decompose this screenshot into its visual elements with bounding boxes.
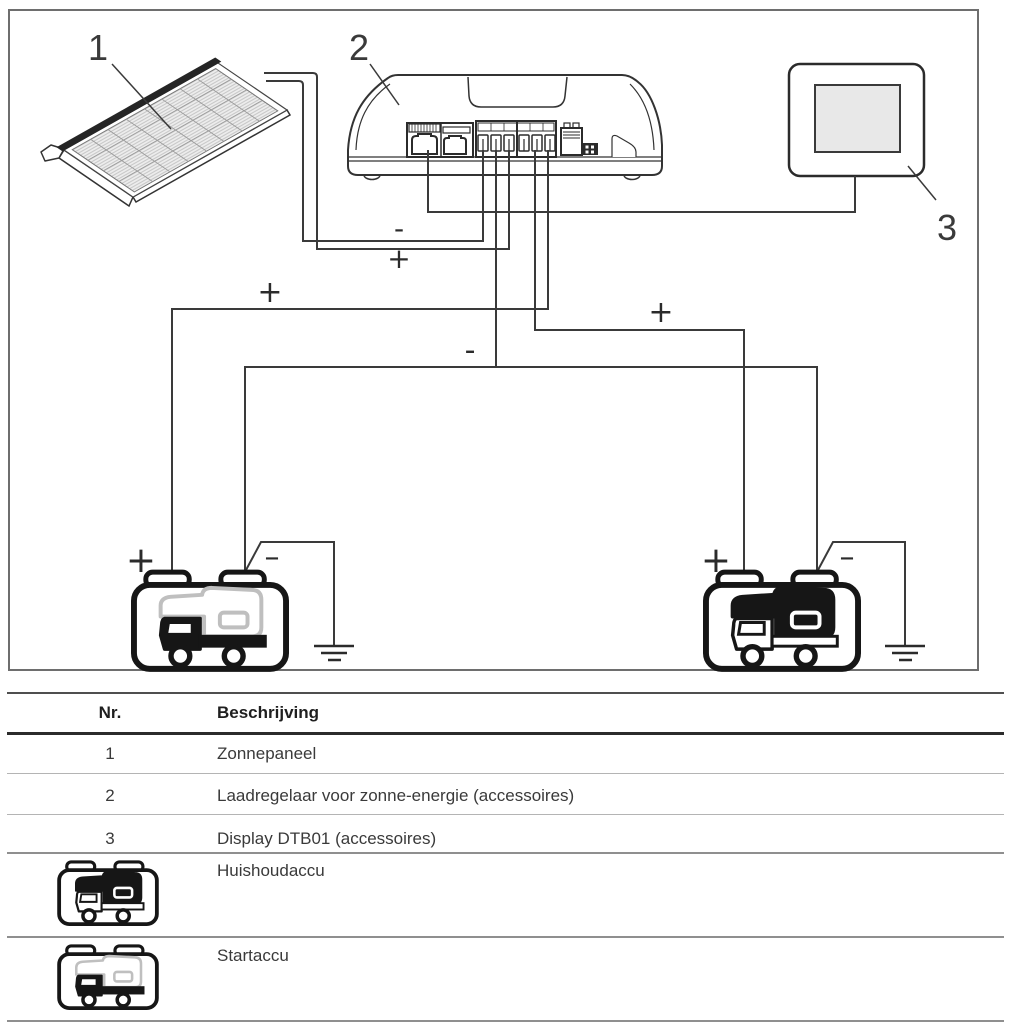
rj-ports (407, 123, 473, 157)
row-nr: 1 (105, 744, 115, 763)
row-description: Huishoudaccu (217, 861, 325, 880)
row-nr: 3 (105, 829, 115, 848)
row-separator (7, 814, 1004, 815)
startaccu-battery-icon (134, 572, 286, 669)
right-battery-plus-label: + (700, 540, 732, 581)
display-icon (789, 64, 924, 176)
callout-2: 2 (348, 27, 370, 68)
charge-controller-icon (348, 75, 662, 180)
row-description: Laadregelaar voor zonne-energie (accessoires) (217, 786, 575, 805)
aux-connector (561, 123, 582, 155)
row-description: Zonnepaneel (217, 744, 317, 763)
row-description: Display DTB01 (accessoires) (217, 829, 437, 848)
row-separator (7, 852, 1004, 854)
terminal-block (476, 121, 556, 157)
bus-plus-left-label: + (257, 275, 283, 310)
table-bottom-rule (7, 1020, 1004, 1022)
table-top-rule (7, 692, 1004, 694)
row-description: Startaccu (217, 946, 289, 965)
huishoudaccu-battery-icon (57, 860, 159, 926)
column-header-nr: Nr. (98, 703, 122, 722)
bus-minus-label: - (464, 333, 476, 368)
solar-panel-icon (41, 60, 290, 206)
ground-icon (885, 646, 925, 660)
ground-icon (314, 646, 354, 660)
callout-1: 1 (87, 27, 109, 68)
display-screen (815, 85, 900, 152)
table-header-rule (7, 732, 1004, 735)
rj-jack-2 (444, 136, 466, 154)
row-separator (7, 773, 1004, 774)
row-separator (7, 936, 1004, 938)
bus-plus-right-label: + (648, 295, 674, 330)
huishoudaccu-battery-icon (706, 572, 858, 669)
solar-plus-label: + (387, 242, 411, 275)
controller-top-handle (468, 77, 567, 107)
callout-3: 3 (936, 207, 958, 248)
left-battery-minus-label: – (264, 540, 280, 575)
column-header-description: Beschrijving (217, 703, 320, 722)
row-nr: 2 (105, 786, 115, 805)
wire-minus-bus (245, 367, 817, 570)
rj-jack-1 (412, 134, 437, 154)
solar-minus-label: - (393, 212, 405, 245)
startaccu-battery-icon (57, 944, 159, 1010)
right-battery-minus-label: – (839, 540, 855, 575)
pin-connector (583, 143, 598, 155)
left-battery-plus-label: + (125, 540, 157, 581)
